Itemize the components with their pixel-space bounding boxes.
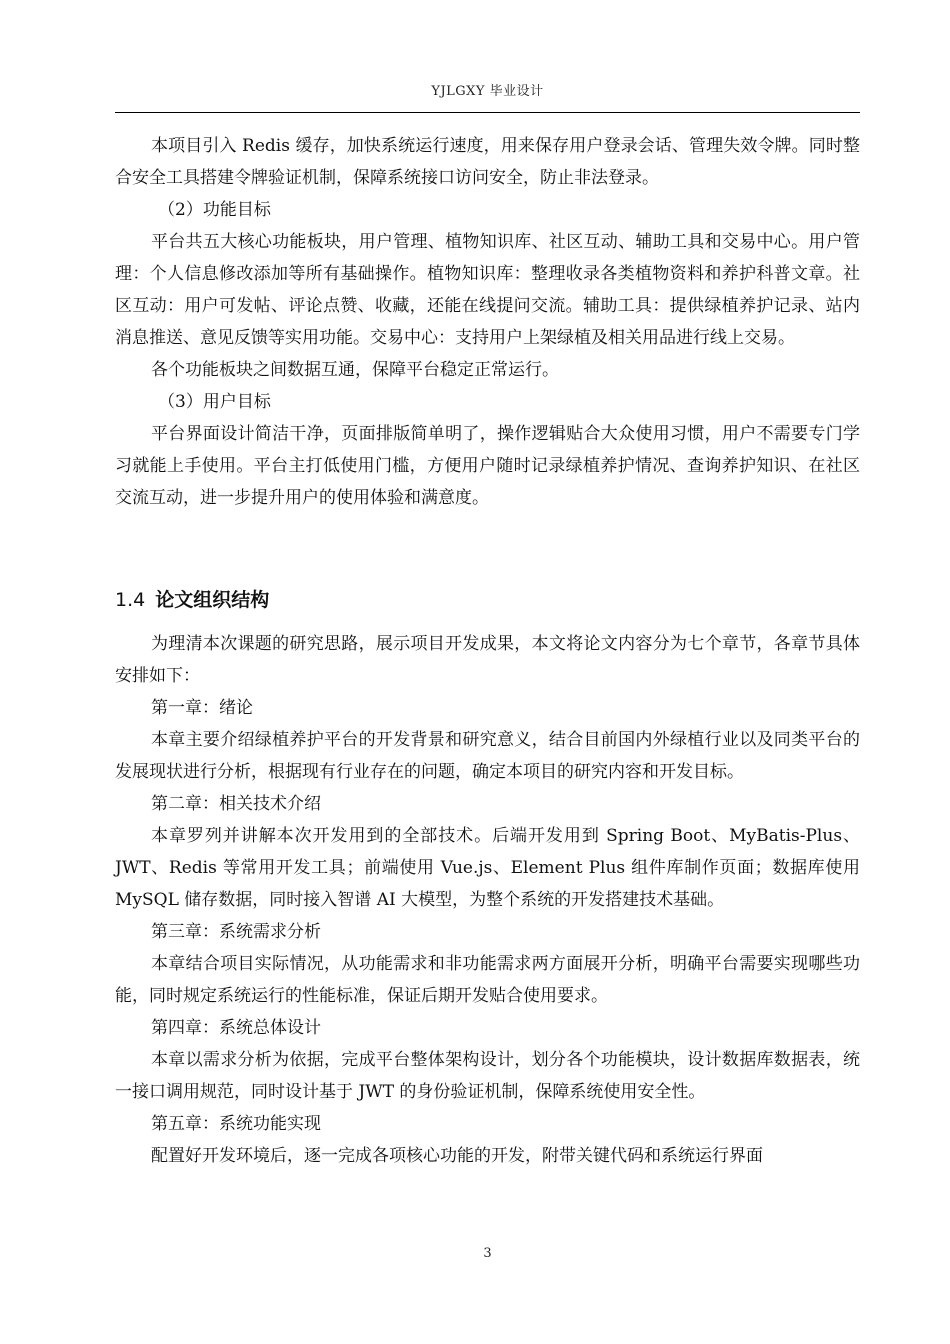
chapter-5-title: 第五章：系统功能实现 xyxy=(151,1114,321,1134)
paragraph-redis-cache: 本项目引入 Redis 缓存，加快系统运行速度，用来保存用户登录会话、管理失效令牌。同时整合安全工具搭建令牌验证机制，保障系统接口访问安全，防止非法登录。 xyxy=(115,136,860,188)
chapter-2-title: 第二章：相关技术介绍 xyxy=(151,794,321,814)
subheading-user-goals: （3）用户目标 xyxy=(158,392,271,412)
chapter-4-description: 本章以需求分析为依据，完成平台整体架构设计，划分各个功能模块，设计数据库数据表，统一接口调用规范，同时设计基于 JWT 的身份验证机制，保障系统使用安全性。 xyxy=(115,1050,860,1102)
section-title: 论文组织结构 xyxy=(155,589,270,611)
running-header: YJLGXY 毕业设计 xyxy=(431,84,544,99)
subheading-function-goals: （2）功能目标 xyxy=(158,200,271,220)
chapter-1-title: 第一章：绪论 xyxy=(151,698,253,718)
section-number: 1.4 xyxy=(115,589,146,611)
page-number: 3 xyxy=(483,1246,492,1261)
section-heading xyxy=(115,585,269,612)
paragraph-function-goals: 平台共五大核心功能板块，用户管理、植物知识库、社区互动、辅助工具和交易中心。用户管理：个人信息修改添加等所有基础操作。植物知识库：整理收录各类植物资料和养护科普文章。社区互动：用户可发帖、评论点赞、收藏，还能在线提问交流。辅助工具：提供绿植养护记录、站内消息推送、意见反馈等实用功能。交易中心：支持用户上架绿植及相关用品进行线上交易。 xyxy=(115,232,860,348)
body-text-block-1 xyxy=(115,130,860,514)
chapter-1-description: 本章主要介绍绿植养护平台的开发背景和研究意义，结合目前国内外绿植行业以及同类平台的发展现状进行分析，根据现有行业存在的问题，确定本项目的研究内容和开发目标。 xyxy=(115,730,860,782)
chapter-2-description: 本章罗列并讲解本次开发用到的全部技术。后端开发用到 Spring Boot、MyBatis-Plus、JWT、Redis 等常用开发工具；前端使用 Vue.js、Element Plus 组件库制作页面；数据库使用 MySQL 储存数据，同时接入智谱 AI 大模型，为整个系统的开发搭建技术基础。 xyxy=(115,826,860,910)
paragraph-structure-intro: 为理清本次课题的研究思路，展示项目开发成果，本文将论文内容分为七个章节，各章节具体安排如下： xyxy=(115,634,860,686)
paragraph-user-goals: 平台界面设计简洁干净，页面排版简单明了，操作逻辑贴合大众使用习惯，用户不需要专门学习就能上手使用。平台主打低使用门槛，方便用户随时记录绿植养护情况、查询养护知识、在社区交流互动，进一步提升用户的使用体验和满意度。 xyxy=(115,424,860,508)
paragraph-data-sharing: 各个功能板块之间数据互通，保障平台稳定正常运行。 xyxy=(151,360,559,380)
body-text-block-2 xyxy=(115,628,860,1172)
chapter-3-description: 本章结合项目实际情况，从功能需求和非功能需求两方面展开分析，明确平台需要实现哪些功能，同时规定系统运行的性能标准，保证后期开发贴合使用要求。 xyxy=(115,954,860,1006)
chapter-4-title: 第四章：系统总体设计 xyxy=(151,1018,321,1038)
header-rule xyxy=(115,112,860,113)
chapter-5-description: 配置好开发环境后，逐一完成各项核心功能的开发，附带关键代码和系统运行界面 xyxy=(151,1146,763,1166)
chapter-3-title: 第三章：系统需求分析 xyxy=(151,922,321,942)
